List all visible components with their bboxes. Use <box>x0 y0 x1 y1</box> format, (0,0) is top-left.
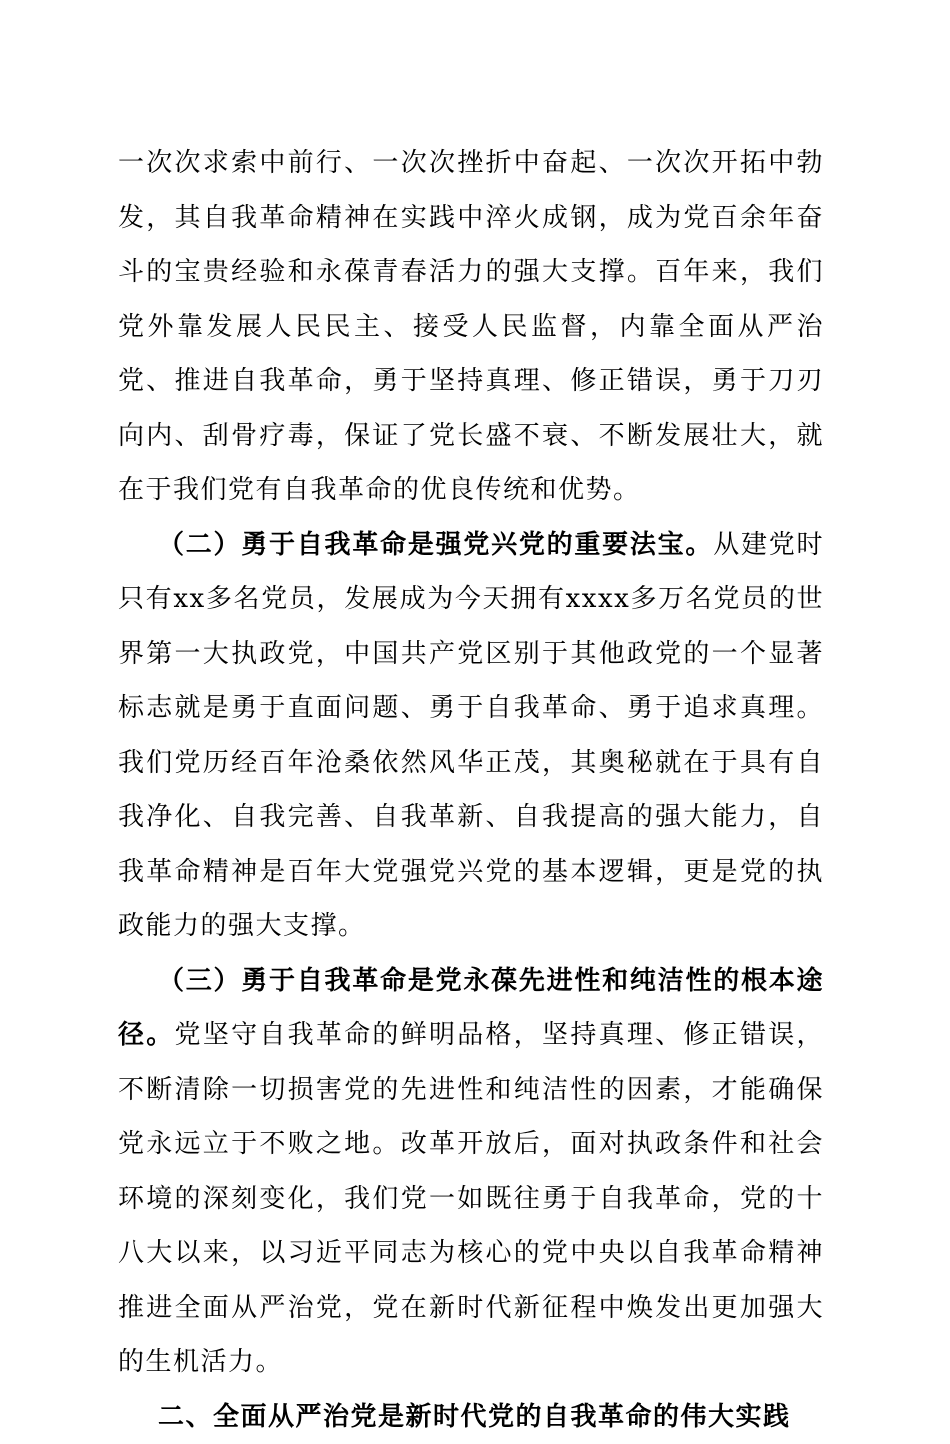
paragraph-text: 从建党时只有xx多名党员，发展成为今天拥有xxxx多万名党员的世界第一大执政党，中国共产党区别于其他政党的一个显著标志就是勇于直面问题、勇于自我革命、勇于追求真理。我们党历经百年沧桑依然风华正茂，其奥秘就在于具有自我净化、自我完善、自我革新、自我提高的强大能力，自我革命精神是百年大党强党兴党的基本逻辑，更是党的执政能力的强大支撑。 <box>118 530 824 942</box>
paragraph-section-3 <box>118 954 824 1390</box>
paragraph-continuation <box>118 136 824 518</box>
paragraph-text: 一次次求索中前行、一次次挫折中奋起、一次次开拓中勃发，其自我革命精神在实践中淬火成钢，成为党百余年奋斗的宝贵经验和永葆青春活力的强大支撑。百年来，我们党外靠发展人民民主、接受人民监督，内靠全面从严治党、推进自我革命，勇于坚持真理、修正错误，勇于刀刃向内、刮骨疗毒，保证了党长盛不衰、不断发展壮大，就在于我们党有自我革命的优良传统和优势。 <box>118 148 824 505</box>
document-page <box>118 136 824 1444</box>
chapter-heading: 二、全面从严治党是新时代党的自我革命的伟大实践 <box>118 1390 824 1444</box>
section-2-title: （二）勇于自我革命是强党兴党的重要法宝。 <box>158 530 713 560</box>
section-3-title: （三）勇于自我革命是党永葆先进性和纯洁性的根本途径。 <box>118 966 824 1051</box>
paragraph-section-2 <box>118 518 824 954</box>
paragraph-text: 党坚守自我革命的鲜明品格，坚持真理、修正错误，不断清除一切损害党的先进性和纯洁性的因素，才能确保党永远立于不败之地。改革开放后，面对执政条件和社会环境的深刻变化，我们党一如既往勇于自我革命，党的十八大以来，以习近平同志为核心的党中央以自我革命精神推进全面从严治党，党在新时代新征程中焕发出更加强大的生机活力。 <box>118 1020 824 1377</box>
